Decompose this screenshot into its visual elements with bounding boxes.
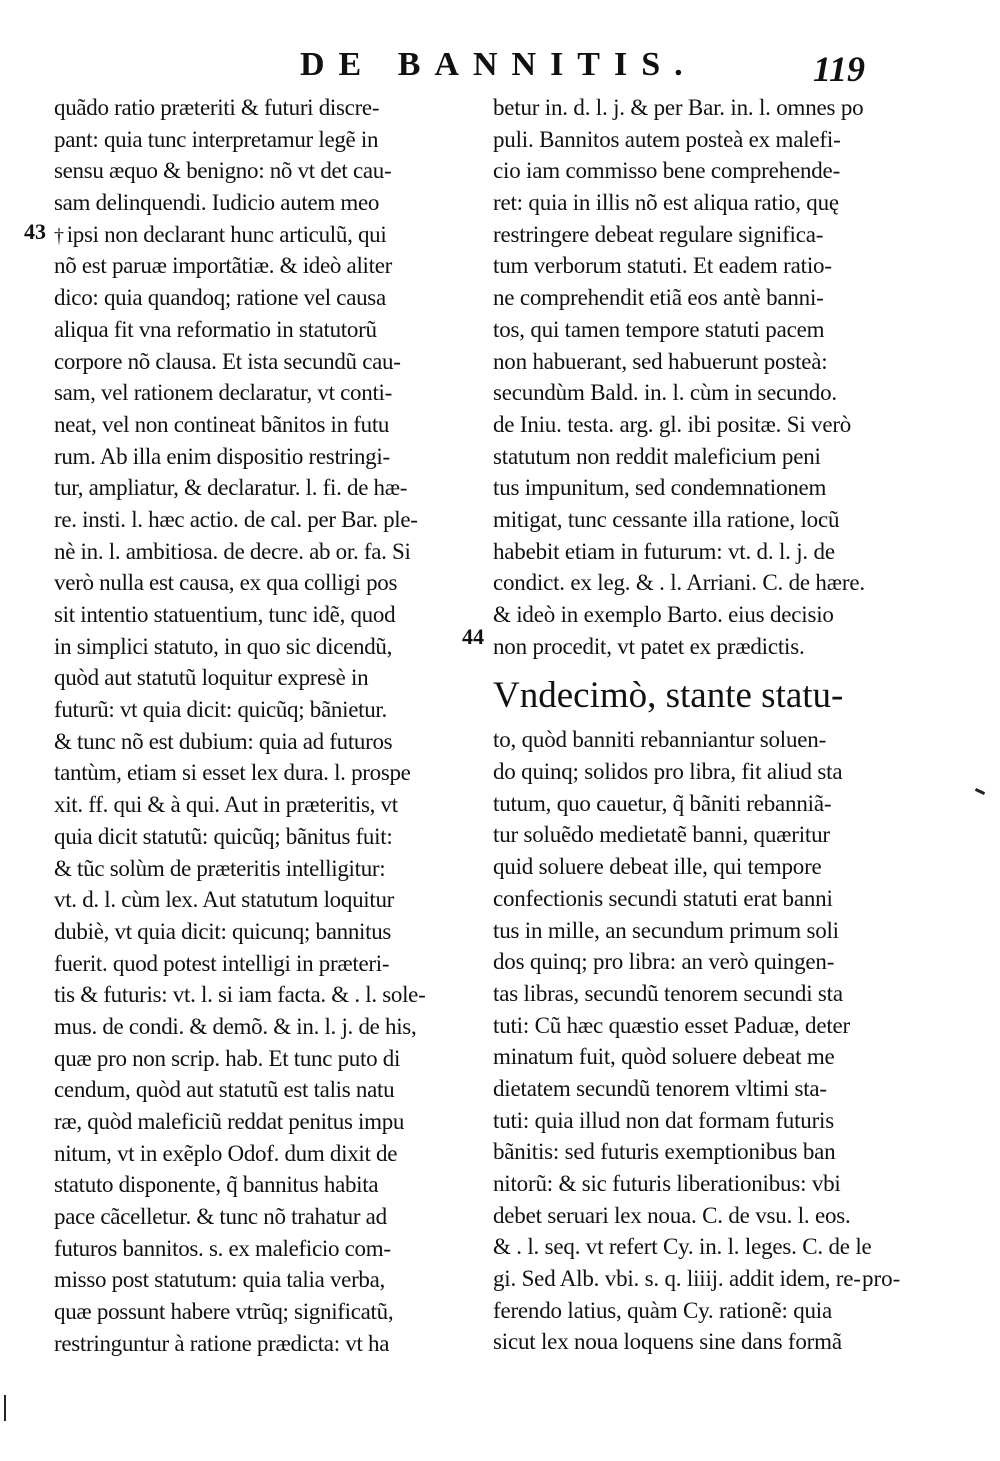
text-line: gi. Sed Alb. vbi. s. q. liiij. addit idem, re- (493, 1266, 861, 1292)
text-line: xit. ff. qui & à qui. Aut in præteritis, vt (54, 792, 398, 818)
text-line: quãdo ratio præteriti & futuri discre- (54, 95, 380, 120)
text-line: ferendo latius, quàm Cy. rationẽ: quia (493, 1297, 833, 1323)
text-line: statuto disponente, q̃ bannitus habita (54, 1172, 379, 1198)
text-line: tus in mille, an secundum primum soli (493, 917, 839, 943)
text-line: betur in. d. l. j. & per Bar. in. l. omnes po (493, 95, 864, 120)
text-line: re. insti. l. hæc actio. de cal. per Bar. ple- (54, 506, 418, 532)
text-line: rum. Ab illa enim dispositio restringi- (54, 443, 390, 469)
text-line: nè in. l. ambitiosa. de decre. ab or. fa. Si (54, 538, 411, 564)
text-line: sit intentio statuentium, tunc idẽ, quod (54, 602, 396, 627)
text-line: vt. d. l. cùm lex. Aut statutum loquitur (54, 887, 395, 913)
text-line: sensu æquo & benigno: nõ vt det cau- (54, 158, 392, 184)
text-line: dico: quia quandoq; ratione vel causa (54, 285, 386, 311)
left-text-column (54, 92, 472, 1360)
text-line: do quinq; solidos pro libra, fit aliud sta (493, 759, 843, 785)
text-line: & tũc solùm de præteritis intelligitur: (54, 855, 386, 881)
text-line-content: ipsi non declarant hunc articulũ, qui (66, 221, 387, 247)
catchword: pro- (862, 1266, 901, 1291)
text-line: sicut lex noua loquens sine dans formã (493, 1329, 842, 1355)
text-line: aliqua fit vna reformatio in statutorũ (54, 316, 377, 342)
text-line: tuti: quia illud non dat formam futuris (493, 1107, 834, 1133)
text-line: tum verborum statuti. Et eadem ratio- (493, 253, 832, 279)
text-line: non habuerant, sed habuerunt posteà: (493, 348, 828, 374)
running-head: DE BANNITIS. (300, 46, 697, 83)
scan-speck (4, 1395, 6, 1421)
text-line: quid soluere debeat ille, qui tempore (493, 854, 822, 880)
text-line: mitigat, tunc cessante illa ratione, locũ (493, 506, 840, 532)
text-line: quæ pro non scrip. hab. Et tunc puto di (54, 1045, 401, 1071)
text-line: tantùm, etiam si esset lex dura. l. prospe (54, 760, 411, 786)
text-line: de Iniu. testa. arg. gl. ibi positæ. Si verò (493, 411, 852, 437)
text-line: tuti: Cũ hæc quæstio esset Paduæ, deter (493, 1012, 850, 1038)
text-line: futurũ: vt quia dicit: quicũq; bãnietur. (54, 697, 387, 723)
text-line: dos quinq; pro libra: an verò quingen- (493, 949, 835, 975)
text-line: tas libras, secundũ tenorem secundi sta (493, 980, 843, 1006)
text-line: ræ, quòd maleficiũ reddat penitus impu (54, 1109, 405, 1134)
text-line: quia dicit statutũ: quicũq; bãnitus fuit: (54, 823, 393, 849)
text-line: nitorũ: & sic futuris liberationibus: vbi (493, 1171, 841, 1196)
margin-number-43: 43 (24, 219, 46, 244)
text-line: minatum fuit, quòd soluere debeat me (493, 1044, 835, 1070)
text-line: restringere debeat regulare significa- (493, 221, 824, 247)
text-line: tis & futuris: vt. l. si iam facta. & . l. sole- (54, 982, 426, 1008)
text-line: bãnitis: sed futuris exemptionibus ban (493, 1139, 836, 1165)
text-line: tus impunitum, sed condemnationem (493, 475, 827, 501)
right-text-column (493, 92, 905, 1358)
margin-number-44: 44 (462, 624, 484, 649)
text-line: misso post statutum: quia talia verba, (54, 1267, 385, 1293)
text-line: cendum, quòd aut statutũ est talis natu (54, 1077, 395, 1103)
text-line: nitum, vt in exẽplo Odof. dum dixit de (54, 1140, 398, 1166)
text-line: pant: quia tunc interpretamur legẽ in (54, 126, 379, 152)
text-line: tur soluẽdo medietatẽ banni, quæritur (493, 822, 830, 848)
text-line: tutum, quo cauetur, q̃ bãniti rebanniã- (493, 790, 832, 816)
text-line: tos, qui tamen tempore statuti pacem (493, 316, 825, 342)
text-line: tur, ampliatur, & declaratur. l. fi. de hæ- (54, 475, 408, 501)
text-line: quæ possunt habere vtrũq; significatũ, (54, 1299, 394, 1325)
text-line: futuros bannitos. s. ex maleficio com- (54, 1235, 391, 1261)
section-opening-text: Vndecimò, stante statu- (493, 675, 844, 717)
text-line: to, quòd banniti rebanniantur soluen- (493, 727, 827, 753)
text-line: ret: quia in illis nõ est aliqua ratio, quę (493, 190, 839, 216)
text-line (54, 219, 472, 251)
text-line: sam delinquendi. Iudicio autem meo (54, 190, 380, 216)
text-line: neat, vel non contineat bãnitos in futu (54, 411, 390, 437)
scan-speck (975, 788, 985, 795)
text-line: mus. de condi. & demõ. & in. l. j. de his, (54, 1013, 417, 1039)
dagger-mark: † (54, 224, 64, 247)
text-line: sam, vel rationem declaratur, vt conti- (54, 380, 392, 406)
text-line: restringuntur à ratione prædicta: vt ha (54, 1330, 390, 1356)
text-line: puli. Bannitos autem posteà ex malefi- (493, 126, 841, 152)
text-line: cio iam commisso bene comprehende- (493, 158, 841, 184)
text-line: pace cãcelletur. & tunc nõ trahatur ad (54, 1204, 387, 1230)
text-line: confectionis secundi statuti erat banni (493, 885, 833, 911)
text-line: secundùm Bald. in. l. cùm in secundo. (493, 380, 837, 406)
text-line: in simplici statuto, in quo sic dicendũ, (54, 633, 393, 659)
text-line: verò nulla est causa, ex qua colligi pos (54, 570, 398, 596)
text-line: nõ est paruæ importãtiæ. & ideò aliter (54, 253, 393, 279)
text-line: corpore nõ clausa. Et ista secundũ cau- (54, 348, 401, 374)
text-line: non procedit, vt patet ex prædictis. (493, 633, 805, 659)
text-line: quòd aut statutũ loquitur expresè in (54, 665, 369, 691)
text-line: habebit etiam in futurum: vt. d. l. j. de (493, 538, 835, 564)
text-line: fuerit. quod potest intelligi in præteri- (54, 950, 390, 976)
text-line: dubiè, vt quia dicit: quicunq; bannitus (54, 918, 392, 944)
section-opening-line (493, 662, 905, 724)
text-line: & ideò in exemplo Barto. eius decisio (493, 602, 834, 627)
text-line: debet seruari lex noua. C. de vsu. l. eos. (493, 1202, 851, 1228)
page-number: 119 (813, 49, 866, 89)
text-line: dietatem secundũ tenorem vltimi sta- (493, 1075, 827, 1101)
text-line: statutum non reddit maleficium peni (493, 443, 821, 469)
text-line: & . l. seq. vt refert Cy. in. l. leges. C. de le (493, 1234, 872, 1260)
text-line: condict. ex leg. & . l. Arriani. C. de hære. (493, 570, 865, 596)
text-line: ne comprehendit etiã eos antè banni- (493, 285, 824, 311)
text-line: & tunc nõ est dubium: quia ad futuros (54, 728, 393, 754)
